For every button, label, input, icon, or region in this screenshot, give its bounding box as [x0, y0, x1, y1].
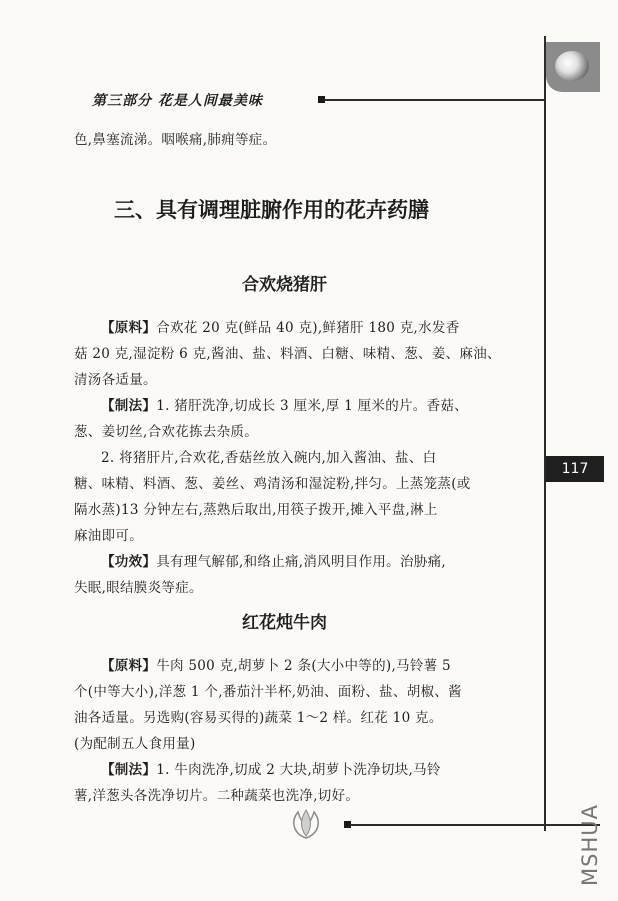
margin-rule	[544, 36, 546, 831]
paragraph-text: 1. 猪肝洗净,切成长 3 厘米,厚 1 厘米的片。香菇、	[156, 398, 468, 414]
paragraph-text: 隔水蒸)13 分钟左右,蒸熟后取出,用筷子拨开,摊入平盘,淋上	[74, 502, 438, 518]
paragraph-text: (为配制五人食用量)	[74, 736, 196, 752]
paragraph-text: 具有理气解郁,和络止痛,消风明目作用。治胁痛,	[156, 554, 446, 570]
paragraph-text: 1. 牛肉洗净,切成 2 大块,胡萝卜洗净切块,马铃	[156, 762, 441, 778]
flower-ornament-icon	[286, 806, 326, 842]
recipe-title: 红花炖牛肉	[242, 613, 327, 633]
section-title: 三、具有调理脏腑作用的花卉药膳	[114, 197, 429, 222]
paragraph-text: 清汤各适量。	[74, 372, 157, 388]
header-rule	[324, 99, 546, 101]
recipe-title: 合欢烧猪肝	[242, 275, 327, 295]
recipe-ingredients	[74, 315, 501, 393]
page-number: 117	[546, 456, 604, 482]
recipe-method	[74, 393, 471, 549]
footer-rule	[350, 824, 600, 826]
text-line	[74, 315, 501, 341]
recipe-effect	[74, 549, 446, 601]
moon-disc-icon	[546, 42, 600, 92]
paragraph-text: 油各适量。另选购(容易买得的)蔬菜 1～2 样。红花 10 克。	[74, 710, 443, 726]
text-line	[74, 549, 446, 575]
paragraph-text: 牛肉 500 克,胡萝卜 2 条(大小中等的),马铃薯 5	[156, 658, 451, 674]
text-line	[74, 653, 462, 679]
running-header: 第三部分 花是人间最美味	[92, 93, 263, 109]
text-line	[74, 757, 441, 783]
recipe-method	[74, 757, 441, 809]
paragraph-text: 个(中等大小),洋葱 1 个,番茄汁半杯,奶油、面粉、盐、胡椒、酱	[74, 684, 462, 700]
ingredients-label: 【原料】	[101, 658, 157, 674]
watermark: MSHUA	[578, 804, 602, 886]
paragraph-text: 合欢花 20 克(鲜品 40 克),鲜猪肝 180 克,水发香	[156, 320, 460, 336]
paragraph-text: 2. 将猪肝片,合欢花,香菇丝放入碗内,加入酱油、盐、白	[101, 450, 437, 466]
paragraph-text: 菇 20 克,湿淀粉 6 克,酱油、盐、料酒、白糖、味精、葱、姜、麻油、	[74, 346, 501, 362]
method-label: 【制法】	[101, 398, 157, 414]
ingredients-label: 【原料】	[101, 320, 157, 336]
paragraph-text: 糖、味精、料酒、葱、姜丝、鸡清汤和湿淀粉,拌匀。上蒸笼蒸(或	[74, 476, 471, 492]
recipe-ingredients	[74, 653, 462, 757]
method-label: 【制法】	[101, 762, 157, 778]
text-line	[74, 393, 471, 419]
paragraph-text: 薯,洋葱头各洗净切片。二种蔬菜也洗净,切好。	[74, 788, 360, 804]
paragraph-text: 麻油即可。	[74, 528, 143, 544]
intro-line: 色,鼻塞流涕。咽喉痛,肺痈等症。	[74, 132, 277, 148]
effect-label: 【功效】	[101, 554, 157, 570]
paragraph-text: 葱、姜切丝,合欢花拣去杂质。	[74, 424, 258, 440]
paragraph-text: 失眠,眼结膜炎等症。	[74, 580, 203, 596]
